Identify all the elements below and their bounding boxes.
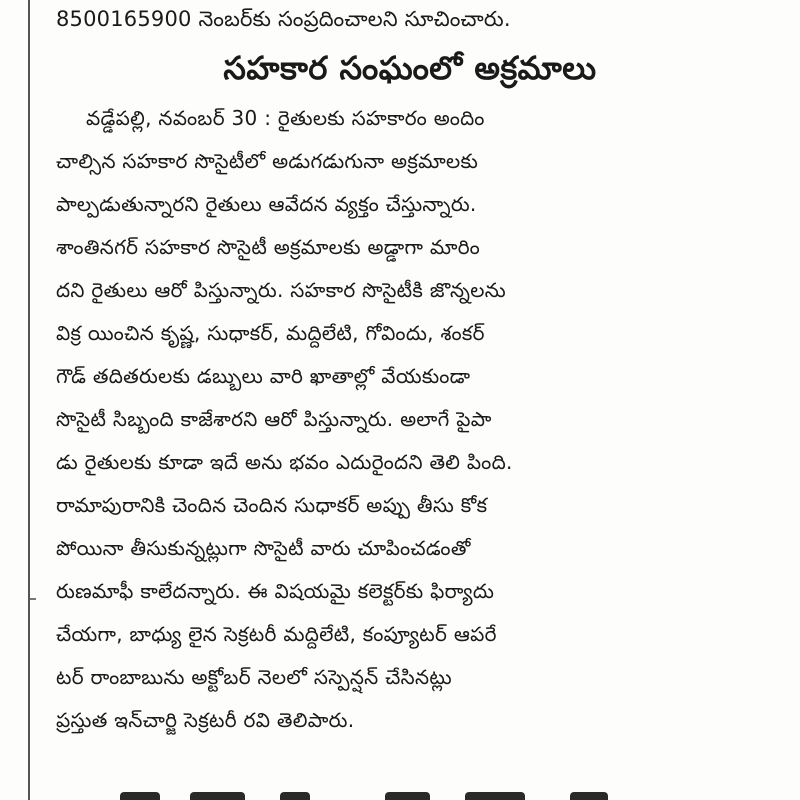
body-line: ప్రస్తుత ఇన్‌చార్జి సెక్రటరీ రవి తెలిపారు.	[56, 708, 355, 732]
body-line: చాల్సిన సహకార సొసైటీలో అడుగడుగునా అక్రమాలకు	[56, 149, 479, 173]
body-line: సొసైటీ సిబ్బంది కాజేశారని ఆరో పిస్తున్నారు. అలాగే పైపా	[56, 407, 492, 431]
column-rule-mark	[30, 598, 36, 600]
body-line: టర్ రాంబాబును అక్టోబర్ నెలలో సస్పెన్షన్ చేసినట్లు	[56, 665, 453, 689]
cropped-glyph	[190, 792, 245, 800]
body-line: దని రైతులు ఆరో పిస్తున్నారు. సహకార సొసైటీకి జొన్నలను	[56, 278, 506, 302]
previous-article-last-line: 8500165900 నెంబర్‌కు సంప్రదించాలని సూచించారు.	[56, 7, 511, 31]
body-line: రామాపురానికి చెందిన చెందిన సుధాకర్ అప్పు తీసు కోక	[56, 493, 488, 517]
article-headline: సహకార సంఘంలో అక్రమాలు	[223, 49, 597, 87]
body-line: గౌడ్ తదితరులకు డబ్బులు వారి ఖాతాల్లో వేయకుండా	[56, 364, 471, 388]
body-line: విక్ర యించిన కృష్ణ, సుధాకర్, మద్దిలేటి, గోవిందు, శంకర్	[56, 321, 485, 345]
body-line: వడ్డేపల్లి, నవంబర్ 30 : రైతులకు సహకారం అందిం	[86, 106, 485, 130]
body-line: రుణమాఫీ కాలేదన్నారు. ఈ విషయమై కలెక్టర్‌కు ఫిర్యాదు	[56, 579, 495, 603]
body-line: పాల్పడుతున్నారని రైతులు ఆవేదన వ్యక్తం చేస్తున్నారు.	[56, 192, 477, 216]
cropped-glyph	[280, 792, 310, 800]
cropped-glyph	[570, 792, 608, 800]
body-line: పోయినా తీసుకున్నట్లుగా సొసైటీ వారు చూపించడంతో	[56, 536, 471, 560]
body-line: చేయగా, బాధ్యు లైన సెక్రటరీ మద్దిలేటి, కంప్యూటర్ ఆపరే	[56, 622, 497, 646]
body-line: శాంతినగర్ సహకార సొసైటీ అక్రమాలకు అడ్డాగా మారిం	[56, 235, 481, 259]
cropped-glyph	[385, 792, 430, 800]
column-divider-rule	[28, 0, 30, 800]
body-line: డు రైతులకు కూడా ఇదే అను భవం ఎదురైందని తెలి పింది.	[56, 450, 513, 474]
article-body	[56, 97, 746, 742]
cropped-glyph	[120, 792, 160, 800]
cropped-glyph	[465, 792, 525, 800]
next-article-headline-fragment	[120, 782, 640, 800]
